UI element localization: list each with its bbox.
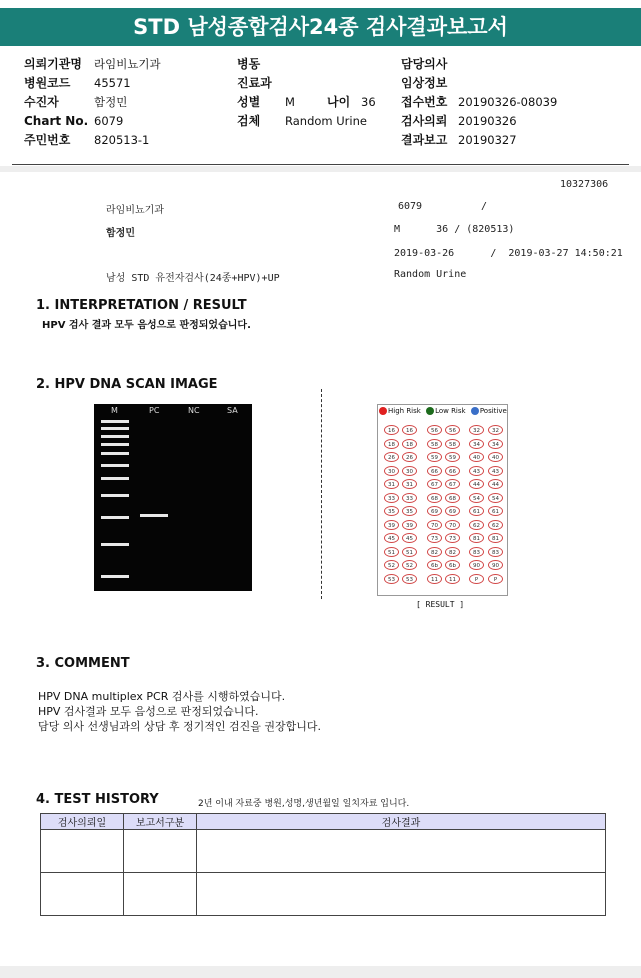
info-column-2 bbox=[237, 55, 376, 131]
chip-spot: 16 bbox=[402, 425, 417, 435]
info-label: 병동 bbox=[237, 57, 261, 71]
chip-spot: 82 bbox=[445, 547, 460, 557]
legend-label: Low Risk bbox=[435, 407, 466, 415]
info-value: M bbox=[285, 95, 295, 109]
info-label: 의뢰기관명 bbox=[24, 57, 82, 71]
history-cell bbox=[197, 873, 606, 916]
info-label: 나이 bbox=[327, 95, 351, 109]
info-value: 820513-1 bbox=[94, 133, 150, 147]
info-label: 진료과 bbox=[237, 76, 272, 90]
print-dates: 2019-03-26 / 2019-03-27 14:50:21 bbox=[394, 248, 623, 259]
gel-lane-label: NC bbox=[188, 406, 200, 415]
chip-spot: 66 bbox=[427, 466, 442, 476]
print-sex-age: M 36 / (820513) bbox=[394, 224, 515, 235]
info-label: 주민번호 bbox=[24, 133, 71, 147]
chip-spot: 56 bbox=[427, 425, 442, 435]
chip-spot: 61 bbox=[469, 506, 484, 516]
info-label: 성별 bbox=[237, 95, 261, 109]
chip-spot: 52 bbox=[402, 560, 417, 570]
chip-spot: 67 bbox=[445, 479, 460, 489]
chip-spot: 26 bbox=[402, 452, 417, 462]
chip-spot: 73 bbox=[445, 533, 460, 543]
chip-spot: P bbox=[488, 574, 503, 584]
history-cell bbox=[124, 830, 197, 873]
chip-spot: 40 bbox=[469, 452, 484, 462]
gel-marker-band bbox=[101, 494, 129, 497]
chip-spot: 62 bbox=[488, 520, 503, 530]
print-slash: / bbox=[481, 201, 488, 212]
legend-label: High Risk bbox=[388, 407, 421, 415]
table-row bbox=[41, 873, 606, 916]
chip-spot: 39 bbox=[402, 520, 417, 530]
print-test-name: 남성 STD 유전자검사(24종+HPV)+UP bbox=[106, 273, 280, 284]
gel-image bbox=[94, 404, 252, 591]
gel-marker-band bbox=[101, 516, 129, 519]
info-label: 임상정보 bbox=[401, 76, 448, 90]
chip-spot: 83 bbox=[488, 547, 503, 557]
chip-spot: 18 bbox=[402, 439, 417, 449]
history-cell bbox=[41, 830, 124, 873]
info-value: 20190326-08039 bbox=[458, 95, 558, 109]
history-cell bbox=[197, 830, 606, 873]
section-3-title: 3. COMMENT bbox=[36, 656, 130, 671]
info-column-3 bbox=[401, 55, 557, 150]
info-label: Chart No. bbox=[24, 114, 89, 128]
gel-marker-band bbox=[101, 443, 129, 446]
history-header: 보고서구분 bbox=[124, 814, 197, 830]
chip-spot: 44 bbox=[488, 479, 503, 489]
chip-spot: 6b bbox=[445, 560, 460, 570]
chip-spot: 11 bbox=[427, 574, 442, 584]
chip-spot: 18 bbox=[384, 439, 399, 449]
chip-spot: 70 bbox=[427, 520, 442, 530]
gel-marker-band bbox=[101, 464, 129, 467]
print-specimen: Random Urine bbox=[394, 269, 467, 280]
chip-spot: 31 bbox=[384, 479, 399, 489]
history-header: 검사의뢰일 bbox=[41, 814, 124, 830]
gel-marker-band bbox=[101, 575, 129, 578]
chip-spot: 68 bbox=[445, 493, 460, 503]
chip-spot: 58 bbox=[427, 439, 442, 449]
print-name: 함정민 bbox=[106, 228, 135, 239]
history-cell bbox=[41, 873, 124, 916]
chip-spot: 51 bbox=[384, 547, 399, 557]
info-value: 20190326 bbox=[458, 114, 517, 128]
section-4-title: 4. TEST HISTORY bbox=[36, 792, 159, 807]
chip-spot: 68 bbox=[427, 493, 442, 503]
chip-spot: 43 bbox=[488, 466, 503, 476]
history-header: 검사결과 bbox=[197, 814, 606, 830]
footer-band bbox=[0, 966, 641, 978]
chip-spot: 73 bbox=[427, 533, 442, 543]
chip-spot: 16 bbox=[384, 425, 399, 435]
header-divider bbox=[12, 164, 629, 165]
print-hospital: 라임비뇨기과 bbox=[106, 205, 164, 216]
chip-spot: 54 bbox=[488, 493, 503, 503]
chip-spot: 33 bbox=[402, 493, 417, 503]
chip-spot: 59 bbox=[427, 452, 442, 462]
comment-line: HPV DNA multiplex PCR 검사를 시행하였습니다. bbox=[38, 690, 286, 703]
chip-spot: 90 bbox=[488, 560, 503, 570]
report-title: STD 남성종합검사24종 검사결과보고서 bbox=[0, 8, 641, 46]
section-1-text: HPV 검사 결과 모두 음성으로 판정되었습니다. bbox=[42, 320, 251, 331]
chip-spot: 39 bbox=[384, 520, 399, 530]
chip-spot: 32 bbox=[469, 425, 484, 435]
chip-spot: 62 bbox=[469, 520, 484, 530]
gel-marker-band bbox=[101, 420, 129, 423]
chip-spot: 61 bbox=[488, 506, 503, 516]
chip-spot: 58 bbox=[445, 439, 460, 449]
chip-spot: 35 bbox=[402, 506, 417, 516]
print-code: 10327306 bbox=[560, 179, 609, 190]
chip-spot: 35 bbox=[384, 506, 399, 516]
chip-spot: 30 bbox=[402, 466, 417, 476]
info-label: 검체 bbox=[237, 114, 261, 128]
chip-spot: 45 bbox=[384, 533, 399, 543]
chip-spot: 34 bbox=[488, 439, 503, 449]
info-value: 6079 bbox=[94, 114, 124, 128]
info-label: 검사의뢰 bbox=[401, 114, 448, 128]
chip-spot: 53 bbox=[402, 574, 417, 584]
chip-spot: 69 bbox=[445, 506, 460, 516]
comment-line: 담당 의사 선생님과의 상담 후 정기적인 검진을 권장합니다. bbox=[38, 720, 321, 733]
section-2-title: 2. HPV DNA SCAN IMAGE bbox=[36, 377, 218, 392]
gel-marker-band bbox=[101, 543, 129, 546]
chip-spot: 56 bbox=[445, 425, 460, 435]
info-label: 담당의사 bbox=[401, 57, 448, 71]
chip-spot: 6b bbox=[427, 560, 442, 570]
chip-spot: 54 bbox=[469, 493, 484, 503]
chip-spot: 59 bbox=[445, 452, 460, 462]
high-risk-dot-icon bbox=[379, 407, 387, 415]
section-1-title: 1. INTERPRETATION / RESULT bbox=[36, 298, 247, 313]
info-value: 36 bbox=[361, 95, 376, 109]
chip-spot: 81 bbox=[488, 533, 503, 543]
chip-spot: 32 bbox=[488, 425, 503, 435]
chip-spot: 43 bbox=[469, 466, 484, 476]
header-band bbox=[0, 166, 641, 172]
chip-spot: P bbox=[469, 574, 484, 584]
info-value: 20190327 bbox=[458, 133, 517, 147]
chip-spot: 82 bbox=[427, 547, 442, 557]
chip-legend bbox=[379, 407, 507, 415]
print-chart: 6079 bbox=[398, 201, 423, 212]
chip-spot: 52 bbox=[384, 560, 399, 570]
chip-spot: 70 bbox=[445, 520, 460, 530]
history-cell bbox=[124, 873, 197, 916]
chip-spot: 34 bbox=[469, 439, 484, 449]
chip-spot: 51 bbox=[402, 547, 417, 557]
info-label: 결과보고 bbox=[401, 133, 448, 147]
chip-spot: 67 bbox=[427, 479, 442, 489]
info-value: Random Urine bbox=[285, 114, 367, 128]
chip-spot: 53 bbox=[384, 574, 399, 584]
chip-spot: 66 bbox=[445, 466, 460, 476]
positive-dot-icon bbox=[471, 407, 479, 415]
chip-spot: 11 bbox=[445, 574, 460, 584]
info-value: 라임비뇨기과 bbox=[94, 57, 161, 71]
chip-spot: 33 bbox=[384, 493, 399, 503]
history-table bbox=[40, 813, 606, 916]
chip-spot: 83 bbox=[469, 547, 484, 557]
info-value: 함정민 bbox=[94, 95, 128, 109]
history-note: 2년 이내 자료중 병원,성명,생년월일 일치자료 입니다. bbox=[198, 799, 410, 809]
gel-lane-label: M bbox=[111, 406, 118, 415]
chip-spot: 26 bbox=[384, 452, 399, 462]
table-row bbox=[41, 830, 606, 873]
gel-marker-band bbox=[101, 435, 129, 438]
gel-marker-band bbox=[101, 452, 129, 455]
info-label: 접수번호 bbox=[401, 95, 448, 109]
low-risk-dot-icon bbox=[426, 407, 434, 415]
chip-spot: 30 bbox=[384, 466, 399, 476]
chip-spot: 31 bbox=[402, 479, 417, 489]
image-divider bbox=[321, 389, 322, 599]
chip-spot: 40 bbox=[488, 452, 503, 462]
legend-label: Positive bbox=[479, 407, 507, 415]
gel-marker-band bbox=[101, 477, 129, 480]
info-label: 수진자 bbox=[24, 95, 59, 109]
gel-marker-band bbox=[101, 427, 129, 430]
info-value: 45571 bbox=[94, 76, 131, 90]
gel-lane-label: SA bbox=[227, 406, 238, 415]
gel-pc-band bbox=[140, 514, 168, 517]
info-label: 병원코드 bbox=[24, 76, 71, 90]
chip-spot: 44 bbox=[469, 479, 484, 489]
info-column-1 bbox=[24, 55, 161, 150]
gel-lane-label: PC bbox=[149, 406, 160, 415]
comment-line: HPV 검사결과 모두 음성으로 판정되었습니다. bbox=[38, 705, 259, 718]
chip-spot: 81 bbox=[469, 533, 484, 543]
chip-spot: 45 bbox=[402, 533, 417, 543]
chip-caption: [ RESULT ] bbox=[416, 600, 465, 609]
chip-spot: 69 bbox=[427, 506, 442, 516]
chip-spot: 90 bbox=[469, 560, 484, 570]
